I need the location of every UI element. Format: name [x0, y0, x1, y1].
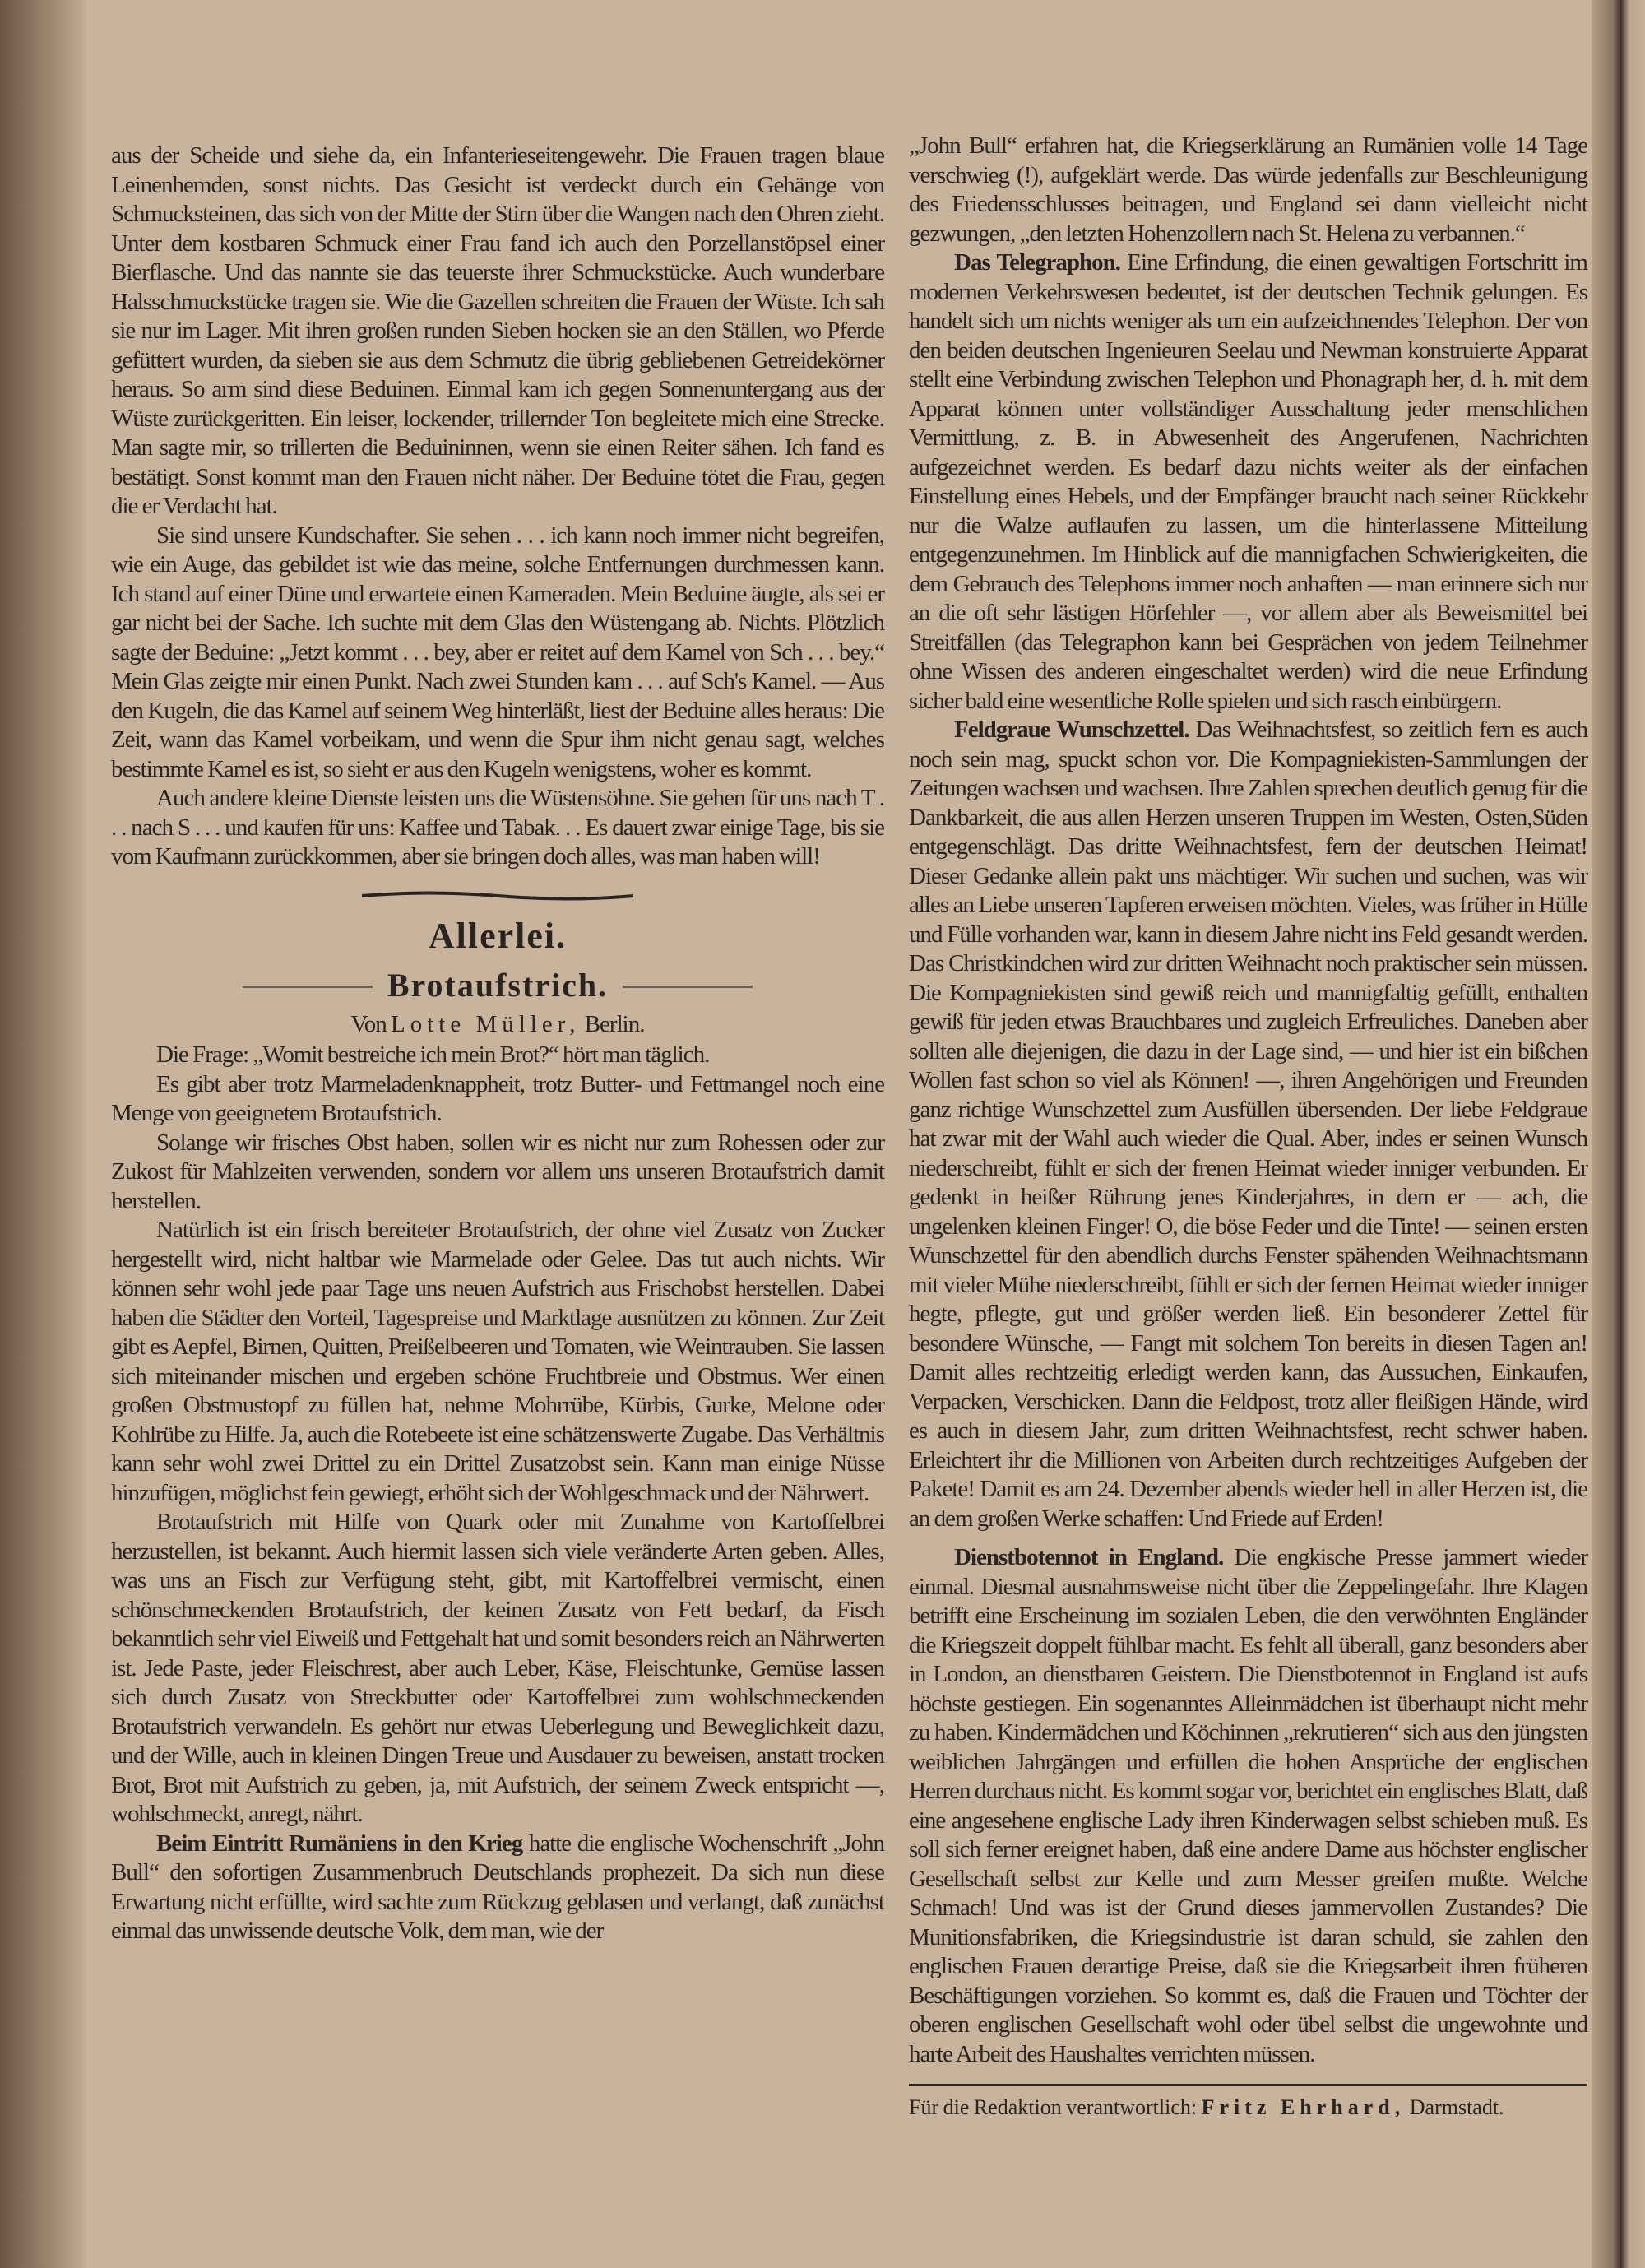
paragraph: Auch andere kleine Dienste leisten uns die Wüstensöhne. Sie gehen für uns nach T . . . nach S . . . und kaufen für uns: Kaffee und Tabak. . . Es dauert zwar einige Tage, bis sie vom Kaufmann zurückkommen, aber sie bringen doch alles, was man haben will! — [111, 785, 884, 870]
paragraph: „John Bull“ erfahren hat, die Kriegserklärung an Rumänien volle 14 Tage verschwieg (!), aufgeklärt werde. Das würde jedenfalls zur Beschleunigung des Friedensschlusses beitragen, und England sei dann vielleicht nicht gezwungen, „den letzten Hohenzollern nach St. Helena zu verbannen.“ — [909, 132, 1587, 247]
paragraph-lead: Das Telegraphon. — [954, 249, 1120, 276]
left-column — [111, 141, 884, 1946]
page-edge-left — [0, 0, 86, 2268]
paragraph: Die Frage: „Womit bestreiche ich mein Brot?“ hört man täglich. — [156, 1041, 710, 1068]
byline-place: Berlin. — [584, 1010, 645, 1037]
paragraph — [909, 248, 1587, 716]
article-title: Brotaufstrich. — [373, 964, 623, 1007]
paragraph: Es gibt aber trotz Marmeladenknappheit, trotz Butter- und Fettmangel noch eine Menge von geeignetem Brotaufstrich. — [111, 1070, 884, 1126]
paragraph: Sie sind unsere Kundschafter. Sie sehen . . . ich kann noch immer nicht begreifen, wie ein Auge, das gebildet ist wie das meine, solche Entfernungen durchmessen kann. Ich stand auf einer Düne und erwartete einen Kameraden. Mein Beduine äugte, als sei er gar nicht bei der Sache. Ich suchte mit dem Glas den Wüstengang ab. Nichts. Plötzlich sagte der Beduine: „Jetzt kommt . . . bey, aber er reitet auf dem Kamel von Sch . . . bey.“ Mein Glas zeigte mir einen Punkt. Nach zwei Stunden kam . . . auf Sch's Kamel. — Aus den Kugeln, die das Kamel auf seinem Weg hinterläßt, liest der Beduine alles heraus: Die Zeit, wann das Kamel vorbeikam, und wenn die Spur ihm nicht genau sagt, welches bestimmte Kamel es ist, so sieht er aus den Kugeln wenigstens, woher es kommt. — [111, 522, 884, 782]
paragraph-text: hatte die englische Wochenschrift „John Bull“ den sofortigen Zusammenbruch Deutschlands prophezeit. Da sich nun diese Erwartung nicht erfüllte, wird sachte zum Rückzug geblasen und verlangt, daß zunächst einmal das unwissende deutsche Volk, dem man, wie der — [111, 1830, 885, 1944]
byline-author: Lotte Müller, — [391, 1010, 581, 1037]
paragraph-lead: Feldgraue Wunschzettel. — [954, 717, 1189, 743]
byline-prefix: Von — [350, 1010, 387, 1037]
paragraph — [909, 716, 1587, 1533]
paragraph-text: Das Weihnachtsfest, so zeitlich fern es auch noch sein mag, spuckt schon vor. Die Kompagniekisten-Sammlungen der Zeitungen wachsen und wachsen. Ihre Zahlen sprechen deutlich genug für die Dankbarkeit, die aus allen Herzen unseren Truppen im Westen, Osten,Süden entgegenschlägt. Das dritte Weihnachtsfest, fern der deutschen Heimat! Dieser Gedanke allein pakt uns mächtiger. Wir suchen und suchen, was wir alles an Liebe unseren Tapferen erweisen möchten. Vieles, was früher in Hülle und Fülle vorhanden war, kann in diesem Jahre nicht ins Feld gesandt werden. Das Christkindchen wird zur dritten Weihnacht noch praktischer sein müssen. Die Kompagniekisten sind gewiß reich und mannigfaltig gefüllt, enthalten gewiß für jeden etwas Brauchbares und zugleich Erfreuliches. Daneben aber sollten alle diejenigen, die dazu in der Lage sind, — und hier ist ein bißchen Wollen fast schon so viel als Können! —, ihren Angehörigen und Freunden ganz richtige Wunschzettel zum Ausfüllen übersenden. Der liebe Feldgraue hat zwar mit der Wahl auch wieder die Qual. Aber, indes er seinen Wunsch niederschreibt, fühlt er sich der frenen Heimat wieder inniger verbunden. Er gedenkt in heißer Rührung jenes Kinderjahres, in dem er — ach, die ungelenken kleinen Finger! O, die böse Feder und die Tinte! — seinen ersten Wunschzettel für den abendlich durchs Fenster spähenden Weihnachtsmann mit vieler Mühe niederschreibt, fühlt er sich der fernen Heimat wieder inniger hegte, pflegte, gut und größer werden ließ. Ein besonderer Zettel für besondere Wünsche, — Fangt mit solchem Ton bereits in diesen Tagen an! Damit alles rechtzeitig erledigt werden kann, das Aussuchen, Einkaufen, Verpacken, Verschicken. Dann die Feldpost, trotz aller fleißigen Hände, wird es auch in diesem Jahr, zum dritten Weihnachtsfest, recht schwer haben. Erleichtert ihr die Millionen von Arbeiten durch rechtzeitiges Aufgeben der Pakete! Damit es am 24. Dezember abends wieder hell in aller Herzen ist, die an dem großen Werke schaffen: Und Friede auf Erden! — [909, 717, 1588, 1532]
paragraph — [111, 1830, 884, 1946]
paragraph: Brotaufstrich mit Hilfe von Quark oder mit Zunahme von Kartoffelbrei herzustellen, ist bekannt. Auch hiermit lassen sich viele veränderte Arten geben. Alles, was uns an Fisch zur Verfügung steht, gibt, mit Kartoffelbrei vermischt, einen schönschmeckenden Brotaufstrich, der keinen Zusatz von Fett bedarf, da Fisch bekanntlich sehr viel Eiweiß und Fettgehalt hat und somit besonders reich an Nährwerten ist. Jede Paste, jeder Fleischrest, aber auch Leber, Käse, Fleischtunke, Gemüse lassen sich durch Zusatz von Streckbutter oder Kartoffelbrei zum wohlschmeckenden Brotaufstrich verwandeln. Es gehört nur etwas Ueberlegung und Beweglichkeit dazu, und der Wille, auch in kleinen Dingen Treue und Ausdauer zu beweisen, anstatt trocken Brot, Brot mit Aufstrich zu geben, ja, mit Aufstrich, der seinem Zweck entspricht —, wohlschmeckt, anregt, nährt. — [111, 1509, 884, 1827]
footer-place: Darmstadt. — [1409, 2095, 1504, 2119]
imprint-footer — [909, 2084, 1587, 2121]
paragraph — [909, 1543, 1587, 2069]
paragraph: aus der Scheide und siehe da, ein Infanterieseitengewehr. Die Frauen tragen blaue Leinenhemden, sonst nichts. Das Gesicht ist verdeckt durch ein Gehänge von Schmucksteinen, das sich von der Mitte der Stirn über die Wangen nach den Ohren zieht. Unter dem kostbaren Schmuck einer Frau fand ich auch den Porzellanstöpsel einer Bierflasche. Und das nannte sie das teuerste ihrer Schmuckstücke. Auch wunderbare Halsschmuckstücke tragen sie. Wie die Gazellen schreiten die Frauen der Wüste. Ich sah sie nur im Lager. Mit ihren großen runden Sieben hocken sie an den Ställen, wo Pferde gefüttert wurden, da sieben sie aus dem Schmutz die übrig gebliebenen Getreidekörner heraus. So arm sind diese Beduinen. Einmal kam ich gegen Sonnenuntergang aus der Wüste zurückgeritten. Ein leiser, lockender, trillernder Ton begleitete mich eine Strecke. Man sagte mir, so trillerten die Beduininnen, wenn sie einen Reiter sähen. Ich fand es bestätigt. Sonst kommt man den Frauen nicht näher. Der Beduine tötet die Frau, gegen die er Verdacht hat. — [111, 142, 884, 519]
paragraph-lead: Dienstbotennot in England. — [954, 1544, 1224, 1570]
footer-editor: Fritz Ehrhard, — [1201, 2095, 1406, 2119]
section-title: Allerlei. — [428, 915, 568, 956]
paragraph-text: Eine Erfindung, die einen gewaltigen Fortschritt im modernen Verkehrswesen bedeutet, ist der deutschen Technik gelungen. Es handelt sich um nichts weniger als um ein aufzeichnendes Telephon. Der von den beiden deutschen Ingenieuren Seelau und Newman konstruierte Apparat stellt eine Verbindung zwischen Telephon und Phonagraph her, d. h. mit dem Apparat können unter vollständiger Ausschaltung jeder menschlichen Vermittlung, z. B. in Abwesenheit des Angerufenen, Nachrichten aufgezeichnet werden. Es bedarf dazu nichts weiter als der einfachen Einstellung eines Hebels, und der Empfänger braucht nach seiner Rückkehr nur die Walze auflaufen zu lassen, um die hinterlassene Mitteilung entgegenzunehmen. Im Hinblick auf die mannigfachen Schwierigkeiten, die dem Gebrauch des Telephons immer noch anhaften — man erinnere sich nur an die oft sehr lästigen Hörfehler —, vor allem aber als Beweismittel bei Streitfällen (das Telegraphon kann bei Gesprächen von jedem Teilnehmer ohne Wissen des anderen eingeschaltet werden) wird die neue Erfindung sicher bald eine wesentliche Rolle spielen und sich rasch einbürgern. — [909, 249, 1587, 714]
paragraph-lead: Beim Eintritt Rumäniens in den Krieg — [156, 1830, 523, 1857]
byline — [111, 1010, 884, 1040]
book-gutter — [1592, 0, 1645, 2268]
ornamental-divider — [362, 890, 633, 902]
footer-label: Für die Redaktion verantwortlich: — [909, 2095, 1198, 2119]
paragraph-text: Die engkische Presse jammert wieder einmal. Diesmal ausnahmsweise nicht über die Zeppelingefahr. Ihre Klagen betrifft eine Erscheinung im sozialen Leben, die den verwöhnten Engländer die Kriegszeit doppelt fühlbar macht. Es fehlt all überall, ganz besonders aber in London, an dienstbaren Geistern. Die Dienstbotennot in England ist aufs höchste gestiegen. Ein sogenanntes Alleinmädchen ist überhaupt nicht mehr zu haben. Kindermädchen und Köchinnen „rekrutieren“ sich aus den jüngsten weiblichen Jahrgängen und erfüllen die hohen Ansprüche der englischen Herren durchaus nicht. Es kommt sogar vor, berichtet ein englisches Blatt, daß eine angesehene englische Lady ihren Kinderwagen selbst schieben muß. Es soll sich ferner ereignet haben, daß eine andere Dame aus höchster englischer Gesellschaft selbst zur Kelle und zum Messer greifen mußte. Welche Schmach! Und was ist der Grund dieses jammervollen Zustandes? Die Munitionsfabriken, die Kriegsindustrie ist daran schuld, sie zahlen den englischen Frauen derartige Preise, daß sie die Kriegsarbeit ihren früheren Beschäftigungen vorziehen. So kommt es, daß die Frauen und Töchter der oberen englischen Gesellschaft wohl oder übel selbst die ungewohnte und harte Arbeit des Haushaltes verrichten müssen. — [909, 1544, 1587, 2067]
article-title-wrap — [111, 964, 884, 1007]
paragraph: Natürlich ist ein frisch bereiteter Brotaufstrich, der ohne viel Zusatz von Zucker hergestellt wird, nicht haltbar wie Marmelade oder Gelee. Das tut auch nichts. Wir können sehr wohl jede paar Tage uns neuen Aufstrich aus Frischobst herstellen. Dabei haben die Städter den Vorteil, Tagespreise und Marktlage ausnützen zu können. Zur Zeit gibt es Aepfel, Birnen, Quitten, Preißelbeeren und Tomaten, wie Weintrauben. Sie lassen sich miteinander mischen und ergeben schöne Fruchtbreie und Obstmus. Wer einen großen Obstmustopf zu füllen hat, nehme Mohrrübe, Kürbis, Gurke, Melone oder Kohlrübe zu Hilfe. Ja, auch die Rotebeete ist eine schätzenswerte Zugabe. Das Verhältnis kann sehr wohl zwei Drittel zu ein Drittel Zusatzobst sein. Kann man einige Nüsse hinzufügen, möglichst fein gewiegt, erhöht sich der Wohlgeschmack und der Nährwert. — [111, 1217, 884, 1506]
paragraph: Solange wir frisches Obst haben, sollen wir es nicht nur zum Rohessen oder zur Zukost für Mahlzeiten verwenden, sondern vor allem uns unseren Brotaufstrich damit herstellen. — [111, 1129, 884, 1214]
right-column — [909, 132, 1587, 2121]
